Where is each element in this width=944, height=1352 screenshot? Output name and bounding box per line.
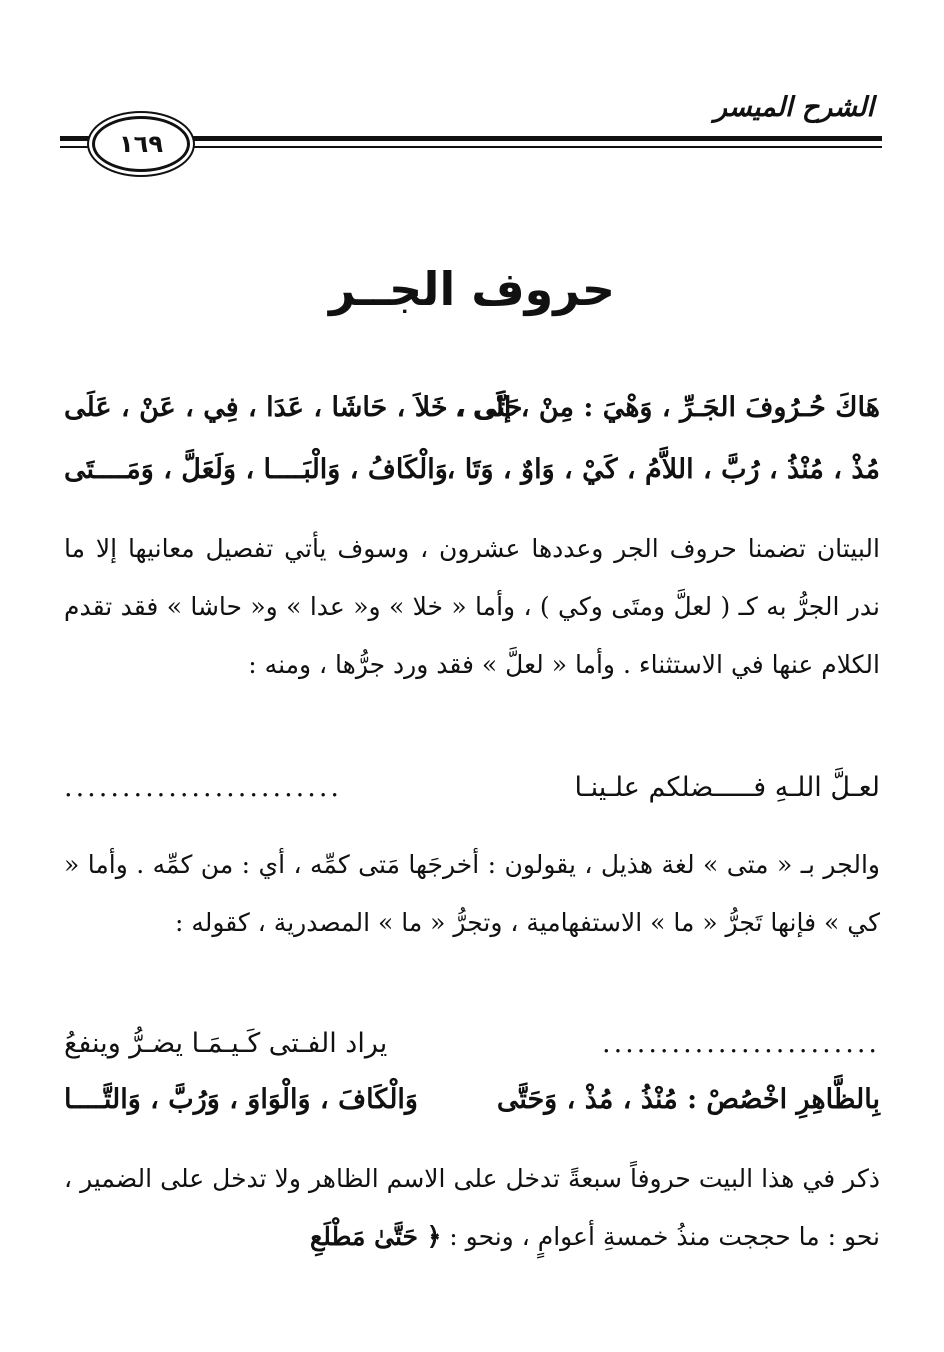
- commentary-paragraph-1: [64, 520, 880, 694]
- verse-hemistich-first: بِالظَّاهِرِ اخْصُصْ : مُنْذُ ، مُذْ ، وَحَتَّى: [496, 1084, 880, 1115]
- chapter-title: حروف الجــر: [328, 262, 616, 316]
- verse-line-3: [64, 1084, 880, 1130]
- commentary-paragraph-2: [64, 836, 880, 952]
- paragraph-text: والجر بـ « متى » لغة هذيل ، يقولون : أخرجَها مَتى كمِّه ، أي : من كمِّه . وأما « كي » فإنها تَجرُّ « ما » الاستفهامية ، وتجرُّ « ما » المصدرية ، كقوله :: [64, 850, 880, 937]
- book-title: الشرح الميسر: [713, 92, 874, 123]
- verse-hemistich-first: مُذْ ، مُنْذُ ، رُبَّ ، اللاَّمُ ، كَيْ ، وَاوٌ ، وَتَا ،: [446, 454, 880, 485]
- poetic-citation-1: [64, 772, 880, 818]
- verse-line-2: [64, 454, 880, 500]
- page-number-badge: [92, 116, 190, 172]
- citation-ellipsis: ........................: [64, 772, 342, 803]
- verse-hemistich-first: هَاكَ حُـرُوفَ الجَـرِّ ، وَهْيَ : مِنْ ، إلَى ،: [455, 392, 880, 423]
- paragraph-text: [64, 1150, 880, 1266]
- citation-hemistich: يراد الفـتى كَـيـمَـا يضـرُّ وينفعُ: [64, 1028, 388, 1059]
- quran-quote-start: ﴿ حَتَّىٰ مَطْلَعِ: [309, 1222, 442, 1251]
- verse-line-1: [64, 392, 880, 438]
- citation-ellipsis: ........................: [602, 1028, 880, 1059]
- verse-hemistich-second: حَتَّى ، خَلاَ ، حَاشَا ، عَدَا ، فِي ، عَنْ ، عَلَى: [64, 392, 523, 423]
- verse-hemistich-second: وَالْكَافُ ، وَالْبَــــا ، وَلَعَلَّ ، وَمَــــتَى: [64, 454, 448, 485]
- poetic-citation-2: [64, 1028, 880, 1074]
- paragraph-text-body: ذكر في هذا البيت حروفاً سبعةً تدخل على الاسم الظاهر ولا تدخل على الضمير ، نحو : ما حججت منذُ خمسةِ أعوامٍ ، ونحو :: [64, 1164, 880, 1251]
- commentary-paragraph-3: [64, 1150, 880, 1266]
- page-number: ١٦٩: [119, 130, 163, 158]
- paragraph-text: البيتان تضمنا حروف الجر وعددها عشرون ، وسوف يأتي تفصيل معانيها إلا ما ندر الجرُّ به كـ ( لعلَّ ومتَى وكي ) ، وأما « خلا » و« عدا » و« حاشا » فقد تقدم الكلام عنها في الاستثناء . وأما « لعلَّ » فقد ورد جرُّها ، ومنه :: [64, 534, 880, 679]
- citation-hemistich: لعـلَّ اللـهِ فـــــضلكم علـينـا: [574, 772, 880, 803]
- verse-hemistich-second: وَالْكَافَ ، وَالْوَاوَ ، وَرُبَّ ، وَالتَّــــا: [64, 1084, 418, 1115]
